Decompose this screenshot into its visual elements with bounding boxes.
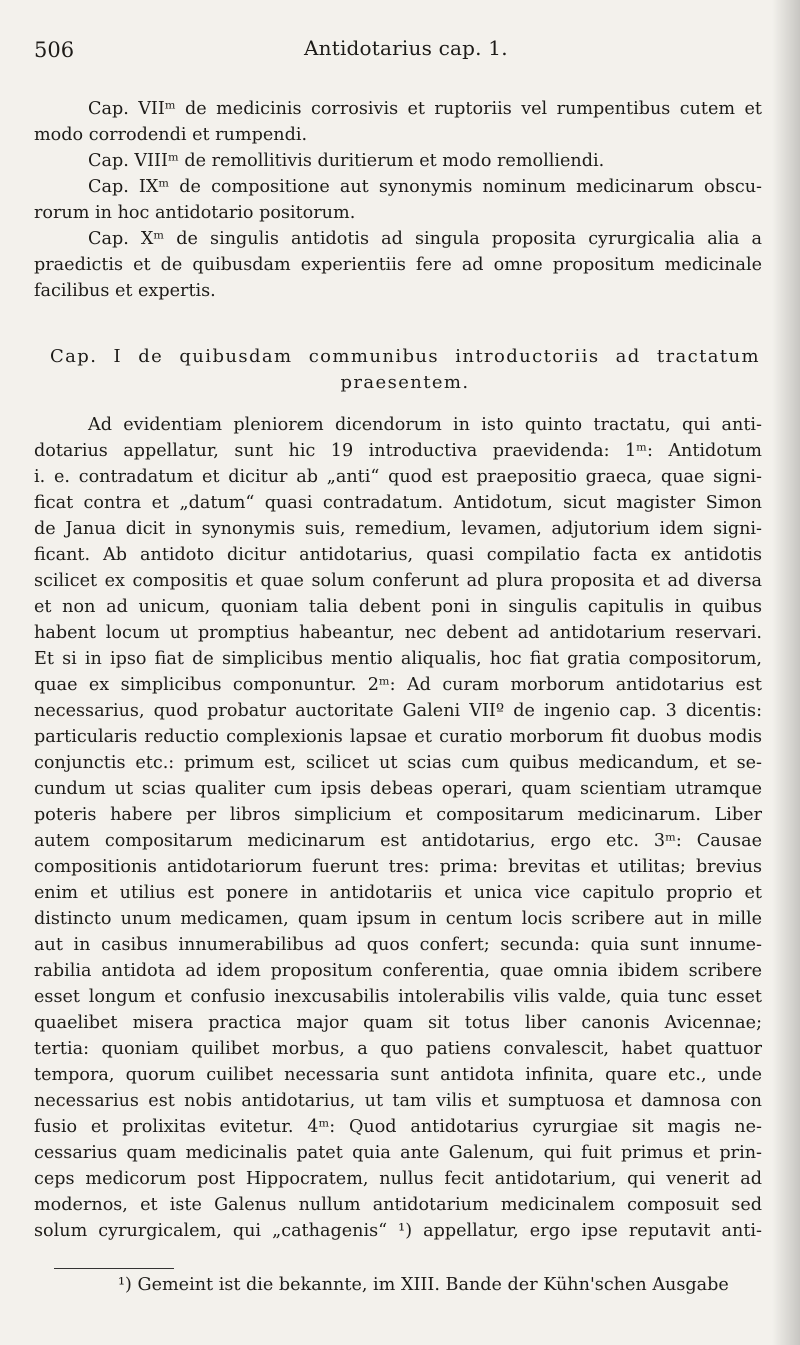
body-line: ceps medicorum post Hippocratem, nullus fecit antidotarium, qui venerit ad [34, 1169, 762, 1189]
body-line: tempora, quorum cuilibet necessaria sunt antidota infinita, quare etc., unde [34, 1065, 762, 1085]
body-line: tertia: quoniam quilibet morbus, a quo patiens convalescit, habet quattuor [34, 1039, 762, 1059]
chapter-list-line: Cap. VIIᵐ de medicinis corrosivis et ruptoriis vel rumpentibus cutem et [88, 99, 762, 119]
body-line: rabilia antidota ad idem propositum conferentia, quae omnia ibidem scribere [34, 961, 762, 981]
body-line: modernos, et iste Galenus nullum antidotarium medicinalem composuit sed [34, 1195, 762, 1215]
page-header [28, 34, 768, 64]
footnote [118, 1272, 778, 1298]
body-line: de Janua dicit in synonymis suis, remedium, levamen, adjutorium idem signi- [34, 519, 762, 539]
chapter-list-line: Cap. IXᵐ de compositione aut synonymis nominum medicinarum obscu- [88, 177, 762, 197]
body-line: enim et utilius est ponere in antidotariis et unica vice capitulo proprio et [34, 883, 762, 903]
body-line: aut in casibus innumerabilibus ad quos confert; secunda: quia sunt innume- [34, 935, 762, 955]
chapter-list [34, 96, 762, 304]
body-line: habent locum ut promptius habeantur, nec debent ad antidotarium reservari. [34, 623, 762, 643]
body-line: necessarius, quod probatur auctoritate Galeni VIIº de ingenio cap. 3 dicentis: [34, 701, 762, 721]
body-line: compositionis antidotariorum fuerunt tres: prima: brevitas et utilitas; brevius [34, 857, 762, 877]
body-line: necessarius est nobis antidotarius, ut tam vilis et sumptuosa et damnosa con [34, 1091, 762, 1111]
body-line: distincto unum medicamen, quam ipsum in centum locis scribere aut in mille [34, 909, 762, 929]
footnote-line: ¹) Gemeint ist die bekannte, im XIII. Bande der Kühn'schen Ausgabe [118, 1275, 729, 1295]
body-line: quae ex simplicibus componuntur. 2ᵐ: Ad curam morborum antidotarius est [34, 675, 762, 695]
body-line: conjunctis etc.: primum est, scilicet ut scias cum quibus medicandum, et se- [34, 753, 762, 773]
body-line: esset longum et confusio inexcusabilis intolerabilis vilis valde, quia tunc esset [34, 987, 762, 1007]
chapter-list-line: rorum in hoc antidotario positorum. [34, 203, 356, 223]
footnote-rule [54, 1268, 174, 1269]
body-text [34, 412, 762, 1244]
chapter-list-line: modo corrodendi et rumpendi. [34, 125, 308, 145]
body-line: Ad evidentiam pleniorem dicendorum in isto quinto tractatu, qui anti- [88, 415, 762, 435]
body-line: i. e. contradatum et dicitur ab „anti“ quod est praepositio graeca, quae signi- [34, 467, 762, 487]
chapter-list-line: facilibus et expertis. [34, 281, 216, 301]
running-title: Antidotarius cap. 1. [304, 36, 508, 60]
body-line: et non ad unicum, quoniam talia debent poni in singulis capitulis in quibus [34, 597, 762, 617]
body-line: scilicet ex compositis et quae solum conferunt ad plura proposita et ad diversa [34, 571, 762, 591]
chapter-heading [50, 344, 760, 396]
chapter-list-line: Cap. VIIIᵐ de remollitivis duritierum et modo remolliendi. [88, 151, 605, 171]
body-line: ficat contra et „datum“ quasi contradatum. Antidotum, sicut magister Simon [34, 493, 762, 513]
chapter-list-line: praedictis et de quibusdam experientiis fere ad omne propositum medicinale [34, 255, 762, 275]
chapter-heading-line: Cap. I de quibusdam communibus introductoriis ad tractatum [50, 346, 760, 367]
page-edge-shadow [772, 0, 800, 1345]
body-line: cundum ut scias qualiter cum ipsis debeas operari, quam scientiam utramque [34, 779, 762, 799]
body-line: solum cyrurgicalem, qui „cathagenis“ ¹) appellatur, ergo ipse reputavit anti- [34, 1221, 762, 1241]
body-line: dotarius appellatur, sunt hic 19 introductiva praevidenda: 1ᵐ: Antidotum [34, 441, 762, 461]
page-number: 506 [34, 38, 75, 62]
body-line: cessarius quam medicinalis patet quia ante Galenum, qui fuit primus et prin- [34, 1143, 762, 1163]
chapter-list-line: Cap. Xᵐ de singulis antidotis ad singula proposita cyrurgicalia alia a [88, 229, 762, 249]
body-line: quaelibet misera practica major quam sit totus liber canonis Avicennae; [34, 1013, 762, 1033]
chapter-heading-line: praesentem. [340, 372, 470, 393]
body-line: Et si in ipso fiat de simplicibus mentio aliqualis, hoc fiat gratia compositorum, [34, 649, 762, 669]
body-line: poteris habere per libros simplicium et compositarum medicinarum. Liber [34, 805, 762, 825]
body-line: autem compositarum medicinarum est antidotarius, ergo etc. 3ᵐ: Causae [34, 831, 762, 851]
body-line: ficant. Ab antidoto dicitur antidotarius, quasi compilatio facta ex antidotis [34, 545, 762, 565]
body-line: particularis reductio complexionis lapsae et curatio morborum fit duobus modis [34, 727, 762, 747]
body-line: fusio et prolixitas evitetur. 4ᵐ: Quod antidotarius cyrurgiae sit magis ne- [34, 1117, 762, 1137]
